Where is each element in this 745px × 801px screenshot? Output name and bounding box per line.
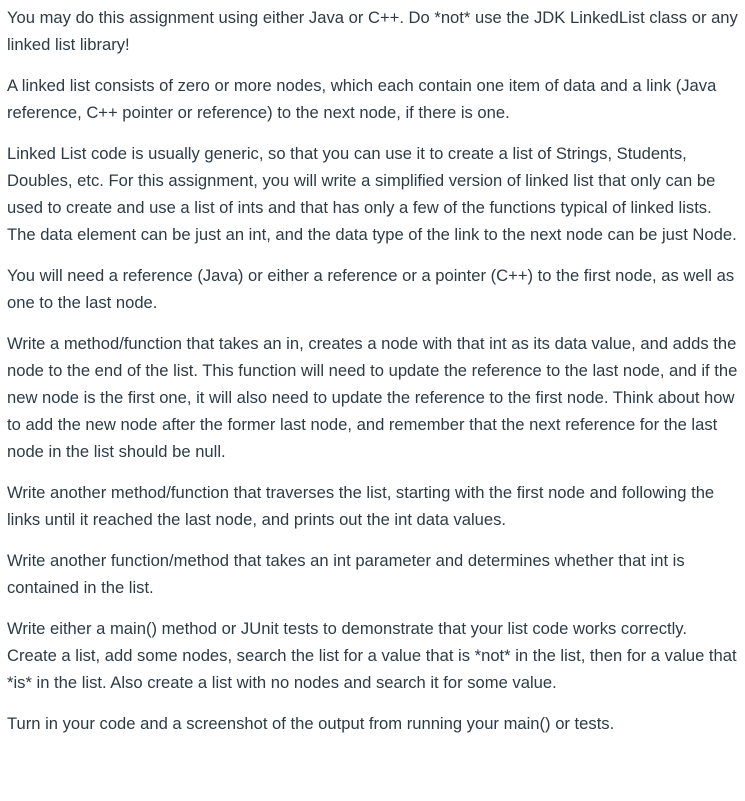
assignment-instructions (7, 4, 741, 737)
traverse-paragraph: Write another method/function that traverses the list, starting with the first node and following the links until it reached the last node, and prints out the int data values. (7, 483, 715, 529)
simplified-list-paragraph: Linked List code is usually generic, so that you can use it to create a list of Strings, Students, Doubles, etc. For this assignment, you will write a simplified version of linked list that only can be used to create and use a list of ints and that has only a few of the functions typical of linked lists. The data element can be just an int, and the data type of the link to the next node can be just Node. (7, 144, 737, 244)
submission-paragraph: Turn in your code and a screenshot of the output from running your main() or tests. (7, 714, 615, 733)
testing-paragraph: Write either a main() method or JUnit tests to demonstrate that your list code works correctly. Create a list, add some nodes, search the list for a value that is *not* in the list, then for a value that *is* in the list. Also create a list with no nodes and search it for some value. (7, 619, 737, 692)
linked-list-definition-paragraph: A linked list consists of zero or more nodes, which each contain one item of data and a link (Java reference, C++ pointer or reference) to the next node, if there is one. (7, 76, 717, 122)
intro-paragraph: You may do this assignment using either Java or C++. Do *not* use the JDK LinkedList class or any linked list library! (7, 8, 738, 54)
first-last-reference-paragraph: You will need a reference (Java) or either a reference or a pointer (C++) to the first node, as well as one to the last node. (7, 266, 735, 312)
add-node-paragraph: Write a method/function that takes an in, creates a node with that int as its data value, and adds the node to the end of the list. This function will need to update the reference to the last node, and if the new node is the first one, it will also need to update the reference to the first node. Think about how to add the new node after the former last node, and remember that the next reference for the last node in the list should be null. (7, 334, 738, 461)
contains-paragraph: Write another function/method that takes an int parameter and determines whether that int is contained in the list. (7, 551, 685, 597)
